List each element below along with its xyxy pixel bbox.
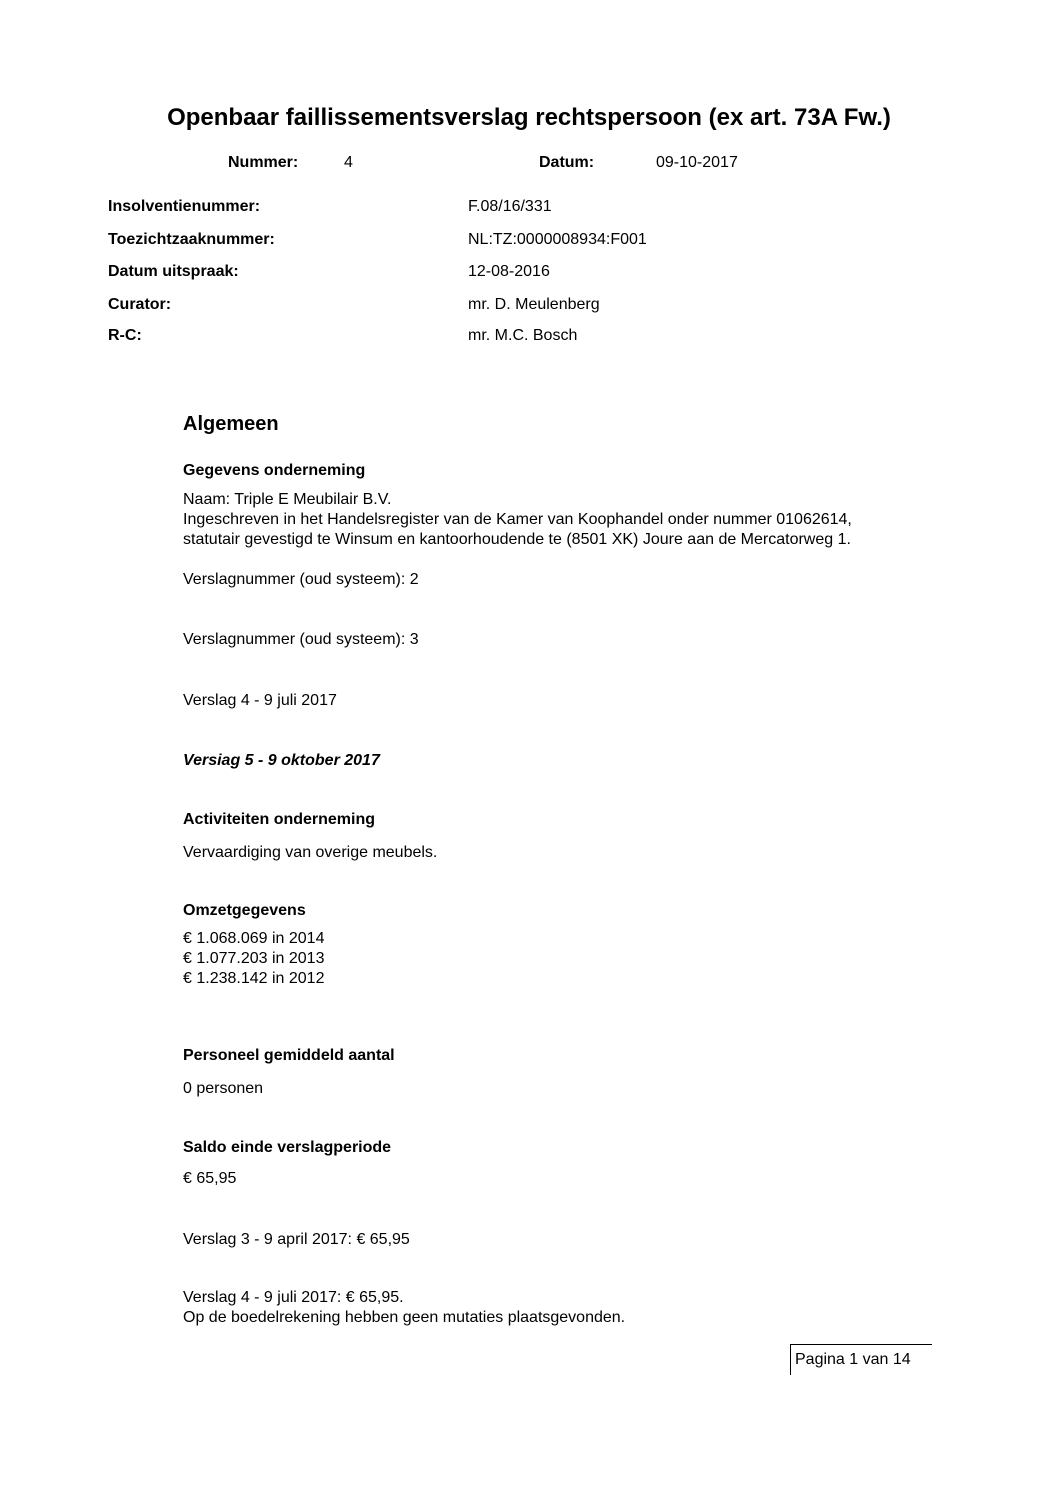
saldo-verslag-4-line: Verslag 4 - 9 juli 2017: € 65,95. [183,1289,404,1306]
nummer-value: 4 [344,154,353,171]
page-title: Openbaar faillissementsverslag rechtspersoon (ex art. 73A Fw.) [167,104,891,131]
meta-value-curator: mr. D. Meulenberg [468,296,600,313]
gegevens-text [183,490,852,550]
gegevens-heading: Gegevens onderneming [183,462,366,479]
gegevens-line: statutair gevestigd te Winsum en kantoorhoudende te (8501 XK) Joure aan de Mercatorweg 1. [183,531,851,548]
gegevens-line: Ingeschreven in het Handelsregister van de Kamer van Koophandel onder nummer 01062614, [183,511,852,528]
verslagnummer-oud-3: Verslagnummer (oud systeem): 3 [183,631,419,648]
meta-value-rc: mr. M.C. Bosch [468,327,578,344]
meta-value-datum-uitspraak: 12-08-2016 [468,263,550,280]
datum-value: 09-10-2017 [656,154,738,171]
page-number: Pagina 1 van 14 [795,1351,911,1368]
saldo-verslag-4 [183,1288,625,1328]
omzet-list [183,929,324,989]
datum-label: Datum: [539,154,595,171]
omzet-line: € 1.068.069 in 2014 [183,930,325,947]
page-number-box [790,1344,932,1375]
meta-value-toezichtzaaknummer: NL:TZ:0000008934:F001 [468,231,647,248]
saldo-verslag-4-line: Op de boedelrekening hebben geen mutaties plaatsgevonden. [183,1309,626,1326]
meta-label-datum-uitspraak: Datum uitspraak: [108,263,239,280]
verslag-5: Versiag 5 - 9 oktober 2017 [183,752,380,769]
saldo-text: € 65,95 [183,1170,237,1187]
personeel-heading: Personeel gemiddeld aantal [183,1047,395,1064]
activiteiten-text: Vervaardiging van overige meubels. [183,844,438,861]
meta-label-toezichtzaaknummer: Toezichtzaaknummer: [108,231,275,248]
gegevens-line: Naam: Triple E Meubilair B.V. [183,491,392,508]
saldo-heading: Saldo einde verslagperiode [183,1139,392,1156]
saldo-verslag-3: Verslag 3 - 9 april 2017: € 65,95 [183,1231,410,1248]
omzet-line: € 1.238.142 in 2012 [183,970,325,987]
meta-label-insolventienummer: Insolventienummer: [108,198,261,215]
verslagnummer-oud-2: Verslagnummer (oud systeem): 2 [183,571,419,588]
personeel-text: 0 personen [183,1080,264,1097]
activiteiten-heading: Activiteiten onderneming [183,811,376,828]
omzet-heading: Omzetgegevens [183,902,306,919]
section-heading-algemeen: Algemeen [183,413,279,435]
meta-label-rc: R-C: [108,327,142,344]
omzet-line: € 1.077.203 in 2013 [183,950,325,967]
meta-value-insolventienummer: F.08/16/331 [468,198,552,215]
verslag-4: Verslag 4 - 9 juli 2017 [183,692,337,709]
meta-label-curator: Curator: [108,296,172,313]
nummer-label: Nummer: [228,154,299,171]
